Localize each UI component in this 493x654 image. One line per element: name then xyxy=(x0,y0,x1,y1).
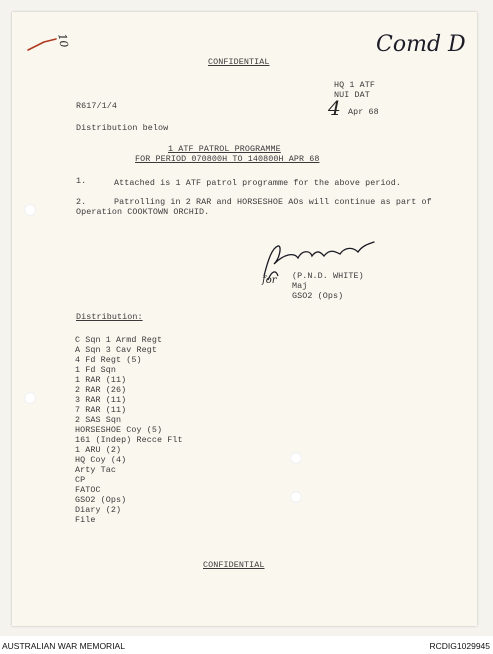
archive-item-id: RCDIG1029945 xyxy=(429,641,490,651)
signature-for-mark: for xyxy=(262,275,277,286)
distribution-item: 1 Fd Sqn xyxy=(75,365,117,375)
document-title-line-2: FOR PERIOD 070800H TO 140800H APR 68 xyxy=(135,154,320,164)
paragraph-1-number: 1. xyxy=(76,176,87,186)
distribution-item: 2 SAS Sqn xyxy=(75,415,122,425)
distribution-item: 3 RAR (11) xyxy=(75,395,127,405)
document-title-line-1: 1 ATF PATROL PROGRAMME xyxy=(168,144,281,154)
file-reference: R617/1/4 xyxy=(76,101,118,111)
distribution-item: A Sqn 3 Cav Regt xyxy=(75,345,158,355)
distribution-item: FATOC xyxy=(75,485,101,495)
handwritten-mark: 10 xyxy=(55,32,71,49)
paragraph-2-number: 2. xyxy=(76,197,87,207)
punch-hole xyxy=(290,491,302,503)
punch-hole xyxy=(290,452,302,464)
date-month-year: Apr 68 xyxy=(348,107,379,117)
signatory-role: GSO2 (Ops) xyxy=(292,291,344,301)
distribution-item: 161 (Indep) Recce Flt xyxy=(75,435,183,445)
distribution-item: HQ Coy (4) xyxy=(75,455,127,465)
archive-name: AUSTRALIAN WAR MEMORIAL xyxy=(2,641,125,651)
header-classification: CONFIDENTIAL xyxy=(208,57,270,67)
punch-hole xyxy=(24,392,36,404)
distribution-item: 2 RAR (26) xyxy=(75,385,127,395)
distribution-item: Arty Tac xyxy=(75,465,117,475)
distribution-item: File xyxy=(75,515,96,525)
date-day-handwritten: 4 xyxy=(328,96,341,120)
hq-line-2: NUI DAT xyxy=(334,90,370,100)
distribution-item: 7 RAR (11) xyxy=(75,405,127,415)
distribution-heading: Distribution: xyxy=(76,312,143,322)
footer-classification: CONFIDENTIAL xyxy=(203,560,265,570)
archive-footer xyxy=(0,636,493,654)
distribution-item: CP xyxy=(75,475,86,485)
punch-hole xyxy=(24,204,36,216)
distribution-item: C Sqn 1 Armd Regt xyxy=(75,335,163,345)
paragraph-2-text: Patrolling in 2 RAR and HORSESHOE AOs will continue as part of xyxy=(114,197,432,207)
distribution-note: Distribution below xyxy=(76,123,169,133)
distribution-list xyxy=(75,335,183,525)
distribution-item: GSO2 (Ops) xyxy=(75,495,127,505)
distribution-item: 4 Fd Regt (5) xyxy=(75,355,142,365)
handwritten-corner-note: Comd D xyxy=(376,32,466,57)
paragraph-1-text: Attached is 1 ATF patrol programme for the above period. xyxy=(114,178,402,188)
hq-line-1: HQ 1 ATF xyxy=(334,80,376,90)
distribution-item: 1 RAR (11) xyxy=(75,375,127,385)
distribution-item: HORSESHOE Coy (5) xyxy=(75,425,163,435)
distribution-item: 1 ARU (2) xyxy=(75,445,122,455)
signatory-rank: Maj xyxy=(292,281,308,291)
signatory-name: (P.N.D. WHITE) xyxy=(292,271,364,281)
paragraph-2-text-continued: Operation COOKTOWN ORCHID. xyxy=(76,207,210,217)
distribution-item: Diary (2) xyxy=(75,505,122,515)
